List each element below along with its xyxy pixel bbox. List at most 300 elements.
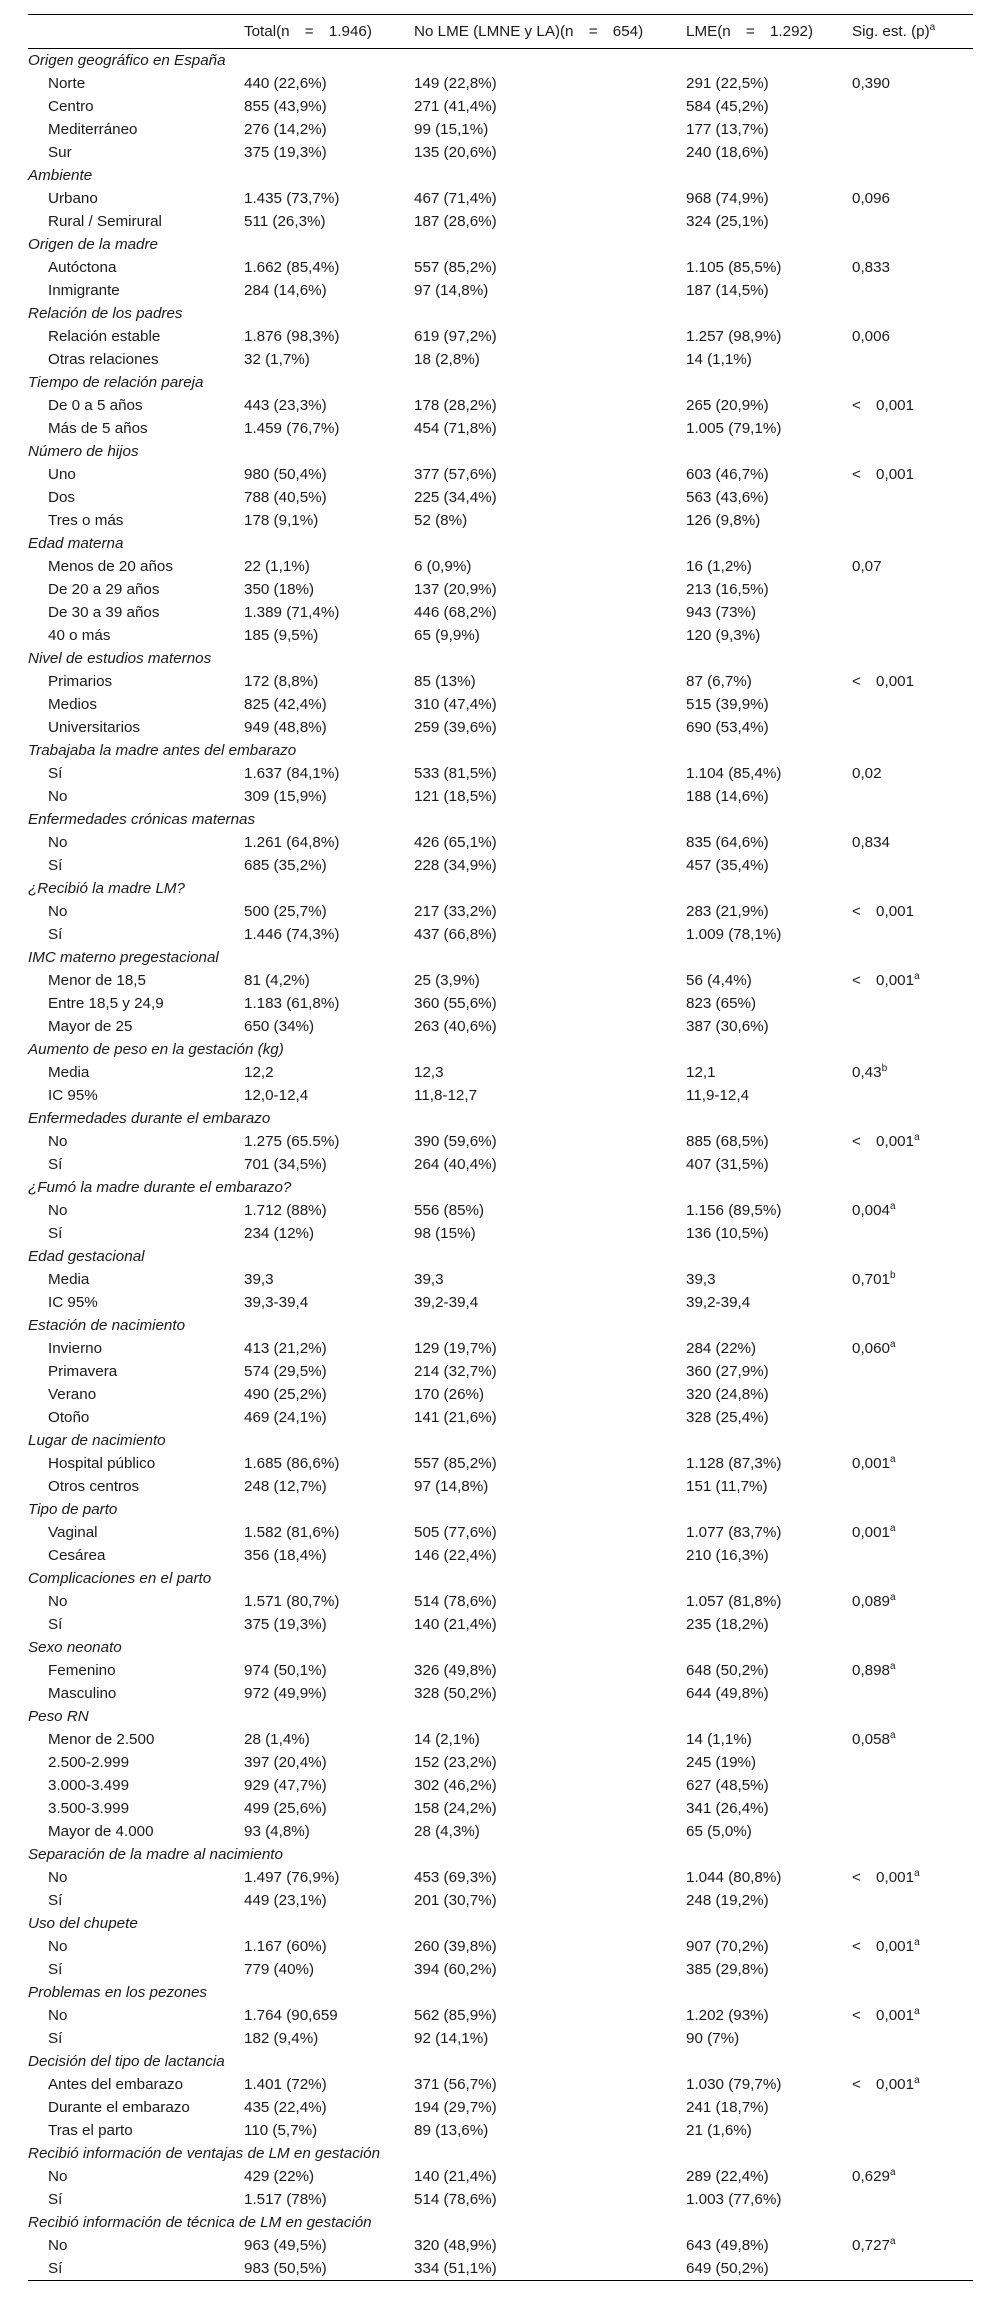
cell-no-lme: 18 (2,8%) (414, 351, 480, 368)
cell-significance (852, 1613, 973, 1636)
cell-no-lme: 92 (14,1%) (414, 2030, 489, 2047)
cell-no-lme: 446 (68,2%) (414, 604, 497, 621)
section-row (28, 739, 973, 762)
p-value: 0,058 (852, 1731, 891, 1748)
cell-significance (852, 1383, 973, 1406)
cell-lme: 968 (74,9%) (686, 190, 769, 207)
row-label: Más de 5 años (48, 420, 148, 437)
cell-no-lme: 264 (40,4%) (414, 1156, 497, 1173)
cell-significance (852, 2073, 973, 2096)
cell-no-lme: 137 (20,9%) (414, 581, 497, 598)
cell-total: 178 (9,1%) (244, 512, 319, 529)
cell-lme: 1.044 (80,8%) (686, 1869, 782, 1886)
cell-no-lme: 65 (9,9%) (414, 627, 480, 644)
section-title: Edad gestacional (28, 1248, 145, 1265)
row-label: Durante el embarazo (48, 2099, 190, 2116)
p-value: < 0,001 (852, 2076, 915, 2093)
cell-significance (852, 1889, 973, 1912)
row-label: No (48, 788, 68, 805)
section-row (28, 440, 973, 463)
cell-no-lme: 99 (15,1%) (414, 121, 489, 138)
cell-significance (852, 762, 973, 785)
p-value: < 0,001 (852, 972, 915, 989)
row-label: De 0 a 5 años (48, 397, 143, 414)
cell-total: 39,3 (244, 1271, 274, 1288)
cell-no-lme: 377 (57,6%) (414, 466, 497, 483)
cell-total: 1.571 (80,7%) (244, 1593, 340, 1610)
row-label: Otoño (48, 1409, 90, 1426)
cell-total: 1.662 (85,4%) (244, 259, 340, 276)
section-title: Estación de nacimiento (28, 1317, 186, 1334)
cell-lme: 1.057 (81,8%) (686, 1593, 782, 1610)
cell-significance (852, 923, 973, 946)
cell-significance (852, 1797, 973, 1820)
row-label: No (48, 903, 68, 920)
section-title: IMC materno pregestacional (28, 949, 219, 966)
cell-lme: 126 (9,8%) (686, 512, 761, 529)
cell-lme: 1.202 (93%) (686, 2007, 769, 2024)
cell-no-lme: 263 (40,6%) (414, 1018, 497, 1035)
cell-no-lme: 97 (14,8%) (414, 1478, 489, 1495)
p-value: 0,006 (852, 328, 891, 345)
section-title: Nivel de estudios maternos (28, 650, 212, 667)
p-value: 0,701 (852, 1271, 891, 1288)
section-title: Ambiente (28, 167, 93, 184)
section-title: Enfermedades durante el embarazo (28, 1110, 271, 1127)
cell-lme: 1.257 (98,9%) (686, 328, 782, 345)
cell-lme: 1.009 (78,1%) (686, 926, 782, 943)
p-value: < 0,001 (852, 1869, 915, 1886)
section-title: Separación de la madre al nacimiento (28, 1846, 283, 1863)
row-label: Autóctona (48, 259, 117, 276)
cell-no-lme: 514 (78,6%) (414, 2191, 497, 2208)
section-title: Tipo de parto (28, 1501, 118, 1518)
cell-significance (852, 2027, 973, 2050)
p-value: < 0,001 (852, 673, 915, 690)
cell-no-lme: 437 (66,8%) (414, 926, 497, 943)
cell-total: 39,3-39,4 (244, 1294, 309, 1311)
section-title: Complicaciones en el parto (28, 1570, 212, 1587)
table-row (28, 1889, 973, 1912)
cell-lme: 885 (68,5%) (686, 1133, 769, 1150)
cell-significance (852, 1820, 973, 1843)
table-row (28, 831, 973, 854)
row-label: Sí (48, 1156, 63, 1173)
cell-significance (852, 670, 973, 693)
cell-no-lme: 310 (47,4%) (414, 696, 497, 713)
row-label: Entre 18,5 y 24,9 (48, 995, 164, 1012)
cell-significance (852, 992, 973, 1015)
cell-total: 1.167 (60%) (244, 1938, 327, 1955)
cell-lme: 1.003 (77,6%) (686, 2191, 782, 2208)
table-row (28, 2073, 973, 2096)
table-row (28, 1751, 973, 1774)
cell-significance (852, 1728, 973, 1751)
table-row (28, 578, 973, 601)
row-label: Urbano (48, 190, 98, 207)
p-value: < 0,001 (852, 1938, 915, 1955)
table-row (28, 1774, 973, 1797)
cell-lme: 265 (20,9%) (686, 397, 769, 414)
table-row (28, 1222, 973, 1245)
section-title: Uso del chupete (28, 1915, 138, 1932)
cell-total: 1.497 (76,9%) (244, 1869, 340, 1886)
cell-no-lme: 39,2-39,4 (414, 1294, 479, 1311)
row-label: Mediterráneo (48, 121, 138, 138)
cell-lme: 627 (48,5%) (686, 1777, 769, 1794)
cell-no-lme: 225 (34,4%) (414, 489, 497, 506)
cell-total: 32 (1,7%) (244, 351, 310, 368)
cell-lme: 1.105 (85,5%) (686, 259, 782, 276)
cell-total: 929 (47,7%) (244, 1777, 327, 1794)
cell-significance (852, 72, 973, 95)
p-value-footnote: a (890, 1338, 896, 1350)
cell-lme: 584 (45,2%) (686, 98, 769, 115)
table-row (28, 1935, 973, 1958)
table-row (28, 2027, 973, 2050)
cell-lme: 320 (24,8%) (686, 1386, 769, 1403)
cell-no-lme: 194 (29,7%) (414, 2099, 497, 2116)
row-label: De 30 a 39 años (48, 604, 160, 621)
p-value: 0,898 (852, 1662, 891, 1679)
p-value-footnote: a (914, 1867, 920, 1879)
cell-lme: 16 (1,2%) (686, 558, 752, 575)
row-label: Universitarios (48, 719, 140, 736)
p-value: < 0,001 (852, 1133, 915, 1150)
row-label: No (48, 2237, 68, 2254)
section-title: Problemas en los pezones (28, 1984, 207, 2001)
p-value-footnote: a (890, 1591, 896, 1603)
row-label: No (48, 1869, 68, 1886)
section-row (28, 1038, 973, 1061)
cell-lme: 649 (50,2%) (686, 2257, 852, 2281)
cell-significance (852, 1958, 973, 1981)
section-row (28, 1498, 973, 1521)
section-title: Relación de los padres (28, 305, 183, 322)
cell-no-lme: 271 (41,4%) (414, 98, 497, 115)
cell-significance (852, 486, 973, 509)
table-row (28, 509, 973, 532)
cell-significance (852, 1268, 973, 1291)
row-label: Centro (48, 98, 94, 115)
table-row (28, 1268, 973, 1291)
cell-total: 825 (42,4%) (244, 696, 327, 713)
p-value-footnote: a (914, 1936, 920, 1948)
cell-significance (852, 509, 973, 532)
cell-no-lme: 39,3 (414, 1271, 444, 1288)
p-value-footnote: b (881, 1062, 888, 1074)
cell-lme: 235 (18,2%) (686, 1616, 769, 1633)
cell-no-lme: 28 (4,3%) (414, 1823, 480, 1840)
cell-lme: 385 (29,8%) (686, 1961, 769, 1978)
table-row (28, 486, 973, 509)
cell-no-lme: 326 (49,8%) (414, 1662, 497, 1679)
cell-total: 1.446 (74,3%) (244, 926, 340, 943)
cell-lme: 14 (1,1%) (686, 1731, 752, 1748)
section-row (28, 532, 973, 555)
cell-total: 309 (15,9%) (244, 788, 327, 805)
cell-no-lme: 98 (15%) (414, 1225, 476, 1242)
cell-lme: 90 (7%) (686, 2030, 740, 2047)
cell-no-lme: 89 (13,6%) (414, 2122, 489, 2139)
table-row (28, 463, 973, 486)
section-row (28, 302, 973, 325)
cell-total: 356 (18,4%) (244, 1547, 327, 1564)
cell-no-lme: 12,3 (414, 1064, 444, 1081)
p-value-footnote: a (890, 1660, 896, 1672)
header-significance (852, 15, 973, 49)
cell-no-lme: 557 (85,2%) (414, 259, 497, 276)
cell-total: 974 (50,1%) (244, 1662, 327, 1679)
cell-total: 12,2 (244, 1064, 274, 1081)
cell-no-lme: 454 (71,8%) (414, 420, 497, 437)
cell-lme: 39,2-39,4 (686, 1294, 751, 1311)
section-row (28, 1107, 973, 1130)
cell-lme: 248 (19,2%) (686, 1892, 769, 1909)
cell-no-lme: 11,8-12,7 (414, 1087, 478, 1104)
cell-significance (852, 348, 973, 371)
section-row (28, 164, 973, 187)
cell-no-lme: 259 (39,6%) (414, 719, 497, 736)
cell-no-lme: 562 (85,9%) (414, 2007, 497, 2024)
table-header (28, 15, 973, 49)
cell-significance (852, 141, 973, 164)
cell-total: 28 (1,4%) (244, 1731, 310, 1748)
cell-no-lme: 170 (26%) (414, 1386, 485, 1403)
p-value-footnote: a (890, 1453, 896, 1465)
cell-total: 449 (23,1%) (244, 1892, 327, 1909)
header-no-lme: No LME (LMNE y LA)(n = 654) (414, 15, 686, 49)
table-row (28, 992, 973, 1015)
row-label: Vaginal (48, 1524, 98, 1541)
cell-total: 1.764 (90,659 (244, 2007, 338, 2024)
p-value: 0,089 (852, 1593, 891, 1610)
cell-total: 1.712 (88%) (244, 1202, 327, 1219)
cell-significance (852, 1866, 973, 1889)
row-label: Mayor de 25 (48, 1018, 133, 1035)
cell-total: 1.261 (64,8%) (244, 834, 340, 851)
row-label: No (48, 1593, 68, 1610)
table-row (28, 1199, 973, 1222)
p-value: 0,001 (852, 1524, 891, 1541)
row-label: Primarios (48, 673, 113, 690)
p-value: 0,004 (852, 1202, 891, 1219)
row-label: Menor de 18,5 (48, 972, 146, 989)
section-title: ¿Fumó la madre durante el embarazo? (28, 1179, 292, 1196)
cell-total: 429 (22%) (244, 2168, 315, 2185)
section-row (28, 2142, 973, 2165)
row-label: Medios (48, 696, 97, 713)
row-label: Cesárea (48, 1547, 106, 1564)
cell-lme: 187 (14,5%) (686, 282, 769, 299)
p-value: 0,060 (852, 1340, 891, 1357)
p-value-footnote: a (914, 1131, 920, 1143)
row-label: No (48, 1133, 68, 1150)
cell-no-lme: 556 (85%) (414, 1202, 485, 1219)
cell-lme: 210 (16,3%) (686, 1547, 769, 1564)
cell-lme: 12,1 (686, 1064, 716, 1081)
section-row (28, 647, 973, 670)
table-row (28, 95, 973, 118)
cell-lme: 690 (53,4%) (686, 719, 769, 736)
cell-lme: 245 (19%) (686, 1754, 757, 1771)
cell-no-lme: 390 (59,6%) (414, 1133, 497, 1150)
cell-significance (852, 2004, 973, 2027)
cell-no-lme: 320 (48,9%) (414, 2237, 497, 2254)
table-row (28, 2188, 973, 2211)
table-row (28, 279, 973, 302)
cell-significance (852, 1291, 973, 1314)
cell-lme: 835 (64,6%) (686, 834, 769, 851)
row-label: Sí (48, 2030, 63, 2047)
row-label: Rural / Semirural (48, 213, 162, 230)
cell-no-lme: 97 (14,8%) (414, 282, 489, 299)
p-value: < 0,001 (852, 397, 915, 414)
cell-total: 511 (26,3%) (244, 213, 326, 230)
cell-total: 1.459 (76,7%) (244, 420, 340, 437)
cell-significance (852, 2188, 973, 2211)
row-label: Primavera (48, 1363, 118, 1380)
table-row (28, 1291, 973, 1314)
cell-no-lme: 14 (2,1%) (414, 1731, 480, 1748)
cell-lme: 387 (30,6%) (686, 1018, 769, 1035)
cell-significance (852, 624, 973, 647)
cell-total: 574 (29,5%) (244, 1363, 327, 1380)
row-label: Uno (48, 466, 76, 483)
cell-significance (852, 463, 973, 486)
p-value: < 0,001 (852, 2007, 915, 2024)
p-value: 0,727 (852, 2237, 891, 2254)
cell-significance (852, 118, 973, 141)
row-label: 40 o más (48, 627, 111, 644)
cell-no-lme: 557 (85,2%) (414, 1455, 497, 1472)
section-row (28, 49, 973, 73)
cell-no-lme: 85 (13%) (414, 673, 476, 690)
cell-significance (852, 969, 973, 992)
section-row (28, 1705, 973, 1728)
cell-no-lme: 228 (34,9%) (414, 857, 497, 874)
cell-total: 397 (20,4%) (244, 1754, 327, 1771)
row-label: Sí (48, 1225, 63, 1242)
table-row (28, 854, 973, 877)
cell-significance (852, 1360, 973, 1383)
cell-no-lme: 217 (33,2%) (414, 903, 497, 920)
row-label: IC 95% (48, 1087, 98, 1104)
p-value: 0,629 (852, 2168, 891, 2185)
row-label: No (48, 1938, 68, 1955)
cell-total: 1.401 (72%) (244, 2076, 327, 2093)
cell-significance (852, 854, 973, 877)
p-value-footnote: a (890, 1522, 896, 1534)
cell-significance (852, 2257, 973, 2281)
cell-total: 1.517 (78%) (244, 2191, 327, 2208)
cell-no-lme: 129 (19,7%) (414, 1340, 497, 1357)
cell-lme: 407 (31,5%) (686, 1156, 769, 1173)
cell-lme: 65 (5,0%) (686, 1823, 752, 1840)
cell-lme: 1.156 (89,5%) (686, 1202, 782, 1219)
cell-significance (852, 2096, 973, 2119)
table-row (28, 1866, 973, 1889)
cell-lme: 643 (49,8%) (686, 2237, 769, 2254)
p-value-footnote: a (890, 2235, 896, 2247)
cell-significance (852, 417, 973, 440)
cell-total: 182 (9,4%) (244, 2030, 319, 2047)
cell-no-lme: 533 (81,5%) (414, 765, 497, 782)
row-label: Media (48, 1271, 90, 1288)
cell-significance (852, 555, 973, 578)
section-title: Enfermedades crónicas maternas (28, 811, 256, 828)
row-label: Sí (48, 1961, 63, 1978)
p-value-footnote: a (914, 970, 920, 982)
table-row (28, 2234, 973, 2257)
cell-lme: 283 (21,9%) (686, 903, 769, 920)
cell-lme: 823 (65%) (686, 995, 757, 1012)
cell-significance (852, 1682, 973, 1705)
cell-no-lme: 334 (51,1%) (414, 2257, 686, 2281)
section-row (28, 233, 973, 256)
row-label: No (48, 2168, 68, 2185)
header-lme: LME(n = 1.292) (686, 15, 852, 49)
row-label: Masculino (48, 1685, 117, 1702)
section-title: Lugar de nacimiento (28, 1432, 166, 1449)
cell-total: 469 (24,1%) (244, 1409, 327, 1426)
table-row (28, 394, 973, 417)
p-value-footnote: b (890, 1269, 896, 1281)
cell-total: 185 (9,5%) (244, 627, 319, 644)
table-row (28, 1544, 973, 1567)
row-label: Verano (48, 1386, 97, 1403)
cell-no-lme: 140 (21,4%) (414, 1616, 497, 1633)
section-row (28, 1636, 973, 1659)
section-row (28, 1981, 973, 2004)
table-row (28, 1475, 973, 1498)
table-body (28, 49, 973, 2281)
cell-significance (852, 210, 973, 233)
cell-total: 172 (8,8%) (244, 673, 319, 690)
cell-significance (852, 95, 973, 118)
cell-significance (852, 1084, 973, 1107)
table-row (28, 1406, 973, 1429)
table-row (28, 2119, 973, 2142)
p-value: < 0,001 (852, 466, 915, 483)
cell-lme: 14 (1,1%) (686, 351, 752, 368)
cell-lme: 188 (14,6%) (686, 788, 769, 805)
table-row (28, 2165, 973, 2188)
header-significance-text: Sig. est. (p) (852, 23, 930, 40)
table-row (28, 141, 973, 164)
cell-significance (852, 394, 973, 417)
table-row (28, 601, 973, 624)
row-label: No (48, 1202, 68, 1219)
cell-no-lme: 328 (50,2%) (414, 1685, 497, 1702)
cell-total: 685 (35,2%) (244, 857, 327, 874)
header-significance-footnote: a (929, 21, 936, 33)
cell-total: 1.183 (61,8%) (244, 995, 340, 1012)
p-value: 0,02 (852, 765, 882, 782)
cell-significance (852, 1130, 973, 1153)
cell-significance (852, 1544, 973, 1567)
table-row (28, 785, 973, 808)
cell-total: 983 (50,5%) (244, 2257, 414, 2281)
cell-significance (852, 1475, 973, 1498)
cell-lme: 136 (10,5%) (686, 1225, 769, 1242)
table-row (28, 1590, 973, 1613)
row-label: Mayor de 4.000 (48, 1823, 154, 1840)
cell-lme: 324 (25,1%) (686, 213, 769, 230)
table-row (28, 1153, 973, 1176)
row-label: Menos de 20 años (48, 558, 173, 575)
row-label: No (48, 834, 68, 851)
